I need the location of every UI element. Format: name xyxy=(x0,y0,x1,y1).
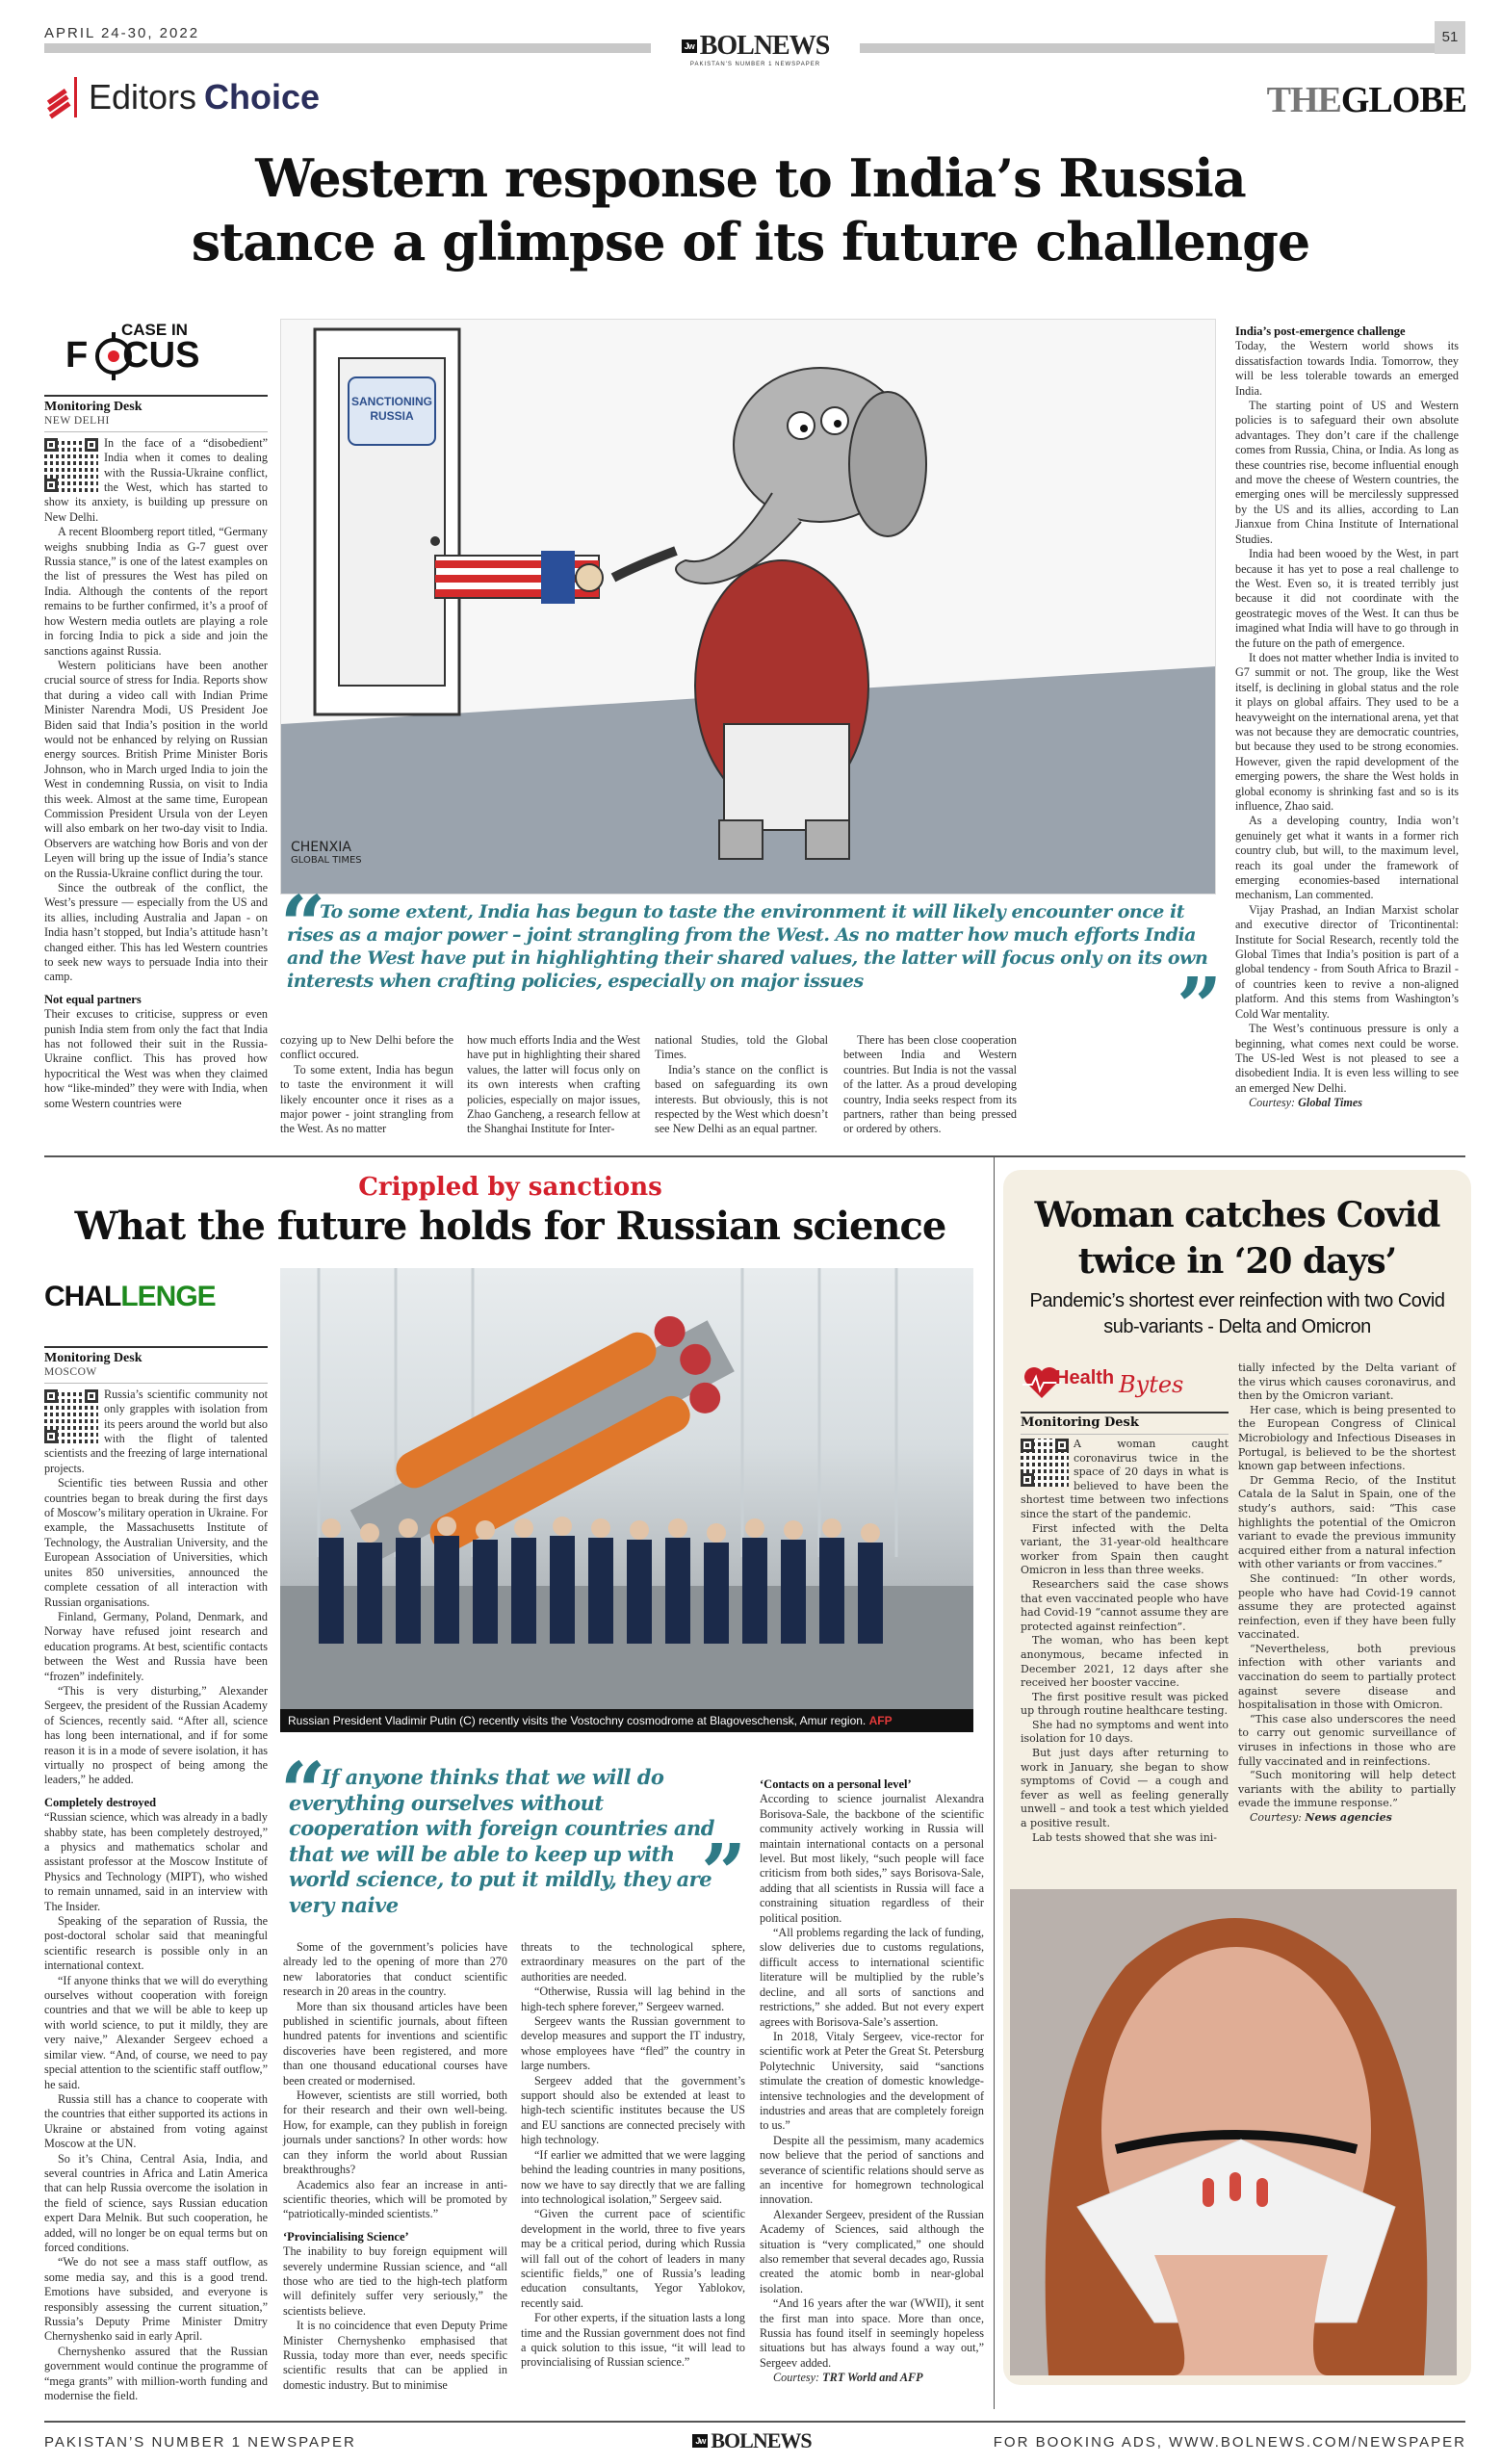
open-quote-icon: “ xyxy=(280,1746,326,1838)
courtesy-line: Courtesy: Global Times xyxy=(1249,1096,1363,1110)
paragraph: Russia still has a chance to cooperate with the countries that either supported its actions in Ukraine or abstained from voting against Moscow at the UN. xyxy=(44,2091,268,2151)
paragraph: how much efforts India and the West have put in highlighting their shared values, the latter will focus only on its own interests when crafting policies, especially on major issues, Zhao Gancheng, a research fellow at the Shanghai Institute for Inter- xyxy=(467,1033,640,1136)
paragraph: “Nevertheless, both previous infection with other variants and vaccination do seem to partially protect against severe disease and hospitalisation in those with Omicron. xyxy=(1238,1642,1456,1712)
article2-column-3 xyxy=(521,1940,745,2371)
the-globe-the: THE xyxy=(1266,80,1341,120)
article2-column-2 xyxy=(283,1940,507,2393)
article1-headline-line1: Western response to India’s Russia xyxy=(255,147,1246,209)
logo-mark: Jw xyxy=(692,2434,708,2448)
article1-pullquote: To some extent, India has begun to taste the environment it will likely encounter once it rises as a major power – joint strangling from the West. As no matter how much efforts India and the West have put in highlighting their shared values, the latter will focus only on its own interests when crafting policies, especially on major issues xyxy=(287,901,1208,992)
paragraph: Chernyshenko assured that the Russian government would continue the programme of “mega grants” with million-worth funding and modernise the field. xyxy=(44,2344,268,2403)
header-rule-right xyxy=(860,43,1465,53)
subhead: ‘Contacts on a personal level’ xyxy=(760,1777,912,1791)
article2-column-1 xyxy=(44,1346,268,2403)
page-number: 51 xyxy=(1435,21,1465,54)
article3-headline xyxy=(1003,1192,1471,1284)
paragraph: Despite all the pessimism, many academics now believe that the period of sanctions and severance of scientific relations should serve as an incentive for homegrown technological innovation. xyxy=(760,2133,984,2207)
paragraph: India’s stance on the conflict is based on safeguarding its own interests. But obviously, this is not respected by the West which doesn’t see New Delhi as an equal partner. xyxy=(655,1062,828,1136)
paragraph: In the face of a “disobedient” India when it comes to dealing with the Russia-Ukraine conflict, the West, which has started to show its anxiety, is building up pressure on New Delhi. xyxy=(44,435,268,524)
paragraph: Her case, which is being presented to the European Congress of Clinical Microbiology and Infectious Diseases in Portugal, is believed to be the shortest known gap between infections. xyxy=(1238,1403,1456,1473)
dateline: NEW DELHI xyxy=(44,414,268,431)
open-quote-icon: “ xyxy=(280,879,326,972)
section-label-choice: Choice xyxy=(204,77,321,117)
paragraph: The inability to buy foreign equipment will severely undermine Russian science, and “all those who are tied to the high-tech platform will definitely suffer very seriously,” the scientists believe. xyxy=(283,2244,507,2318)
paragraph: So it’s China, Central Asia, India, and several countries in Africa and Latin America that can help Russia overcome the isolation in the field of science, says Russian education expert Dara Melnik. But such cooperation, he added, will no longer be on equal terms but on forced conditions. xyxy=(44,2151,268,2254)
subhead: India’s post-emergence challenge xyxy=(1235,324,1406,338)
paragraph: “Russian science, which was already in a badly shabby state, has been completely destroyed,” a physics and mathematics scholar and assistant professor at the Moscow Institute of Physics and Technology (MIPT), who wished to remain unnamed, said in an interview with The Insider. xyxy=(44,1810,268,1913)
paragraph: She had no symptoms and went into isolation for 10 days. xyxy=(1021,1718,1229,1746)
header-rule-left xyxy=(44,43,651,53)
paragraph: threats to the technological sphere, extraordinary measures on the part of the authorities are needed. xyxy=(521,1940,745,1984)
paragraph: Dr Gemma Recio, of the Institut Catala de la Salut in Spain, one of the study’s authors, said: “This case highlights the potential of the Omicron variant to evade the previous immunity acquired either from a natural infection with other variants or from vaccines.” xyxy=(1238,1473,1456,1571)
paragraph: Lab tests showed that she was ini- xyxy=(1032,1830,1218,1844)
paragraph: But just days after returning to work in January, she began to show symptoms of Covid — a cough and fever as well as feeling generally unwell – and took a test which yielded a positive result. xyxy=(1021,1747,1229,1830)
paragraph: “All problems regarding the lack of funding, slow deliveries due to customs regulations, difficult access to international scientific literature will be multiplied by the ruble’s decline, and all sorts of sanctions and restrictions,” she added. But not every expert agrees with Borisova-Sale’s assertion. xyxy=(760,1926,984,2029)
paragraph: The first positive result was picked up through routine healthcare testing. xyxy=(1021,1690,1229,1718)
paragraph: To some extent, India has begun to taste the environment it will likely encounter once it rises as a major power - joint strangling from the West. As no matter xyxy=(280,1062,453,1136)
paragraph: Speaking of the separation of Russia, the post-doctoral scholar said that meaningful scientific research is possible only in an international context. xyxy=(44,1914,268,1973)
cartoonist-signature: CHENXIA GLOBAL TIMES xyxy=(291,840,362,866)
article3-column-1 xyxy=(1021,1412,1229,1845)
article1-column-1 xyxy=(44,395,268,1111)
paragraph: Finland, Germany, Poland, Denmark, and Norway have refused joint research and education programs. At best, scientific contacts between the West and Russia have been “frozen” indefinitely. xyxy=(44,1609,268,1683)
paragraph: India had been wooed by the West, in part because it has yet to pose a real challenge to the West. Even so, it is treated terribly just because it did not coordinate with the geostrategic moves of the West. It can thus be imagined what India will have to go through in the future on the path of emergence. xyxy=(1235,547,1459,650)
paragraph: “If anyone thinks that we will do everything ourselves without cooperation with foreign countries and that we will be able to keep up with world science, to put it mildly, they are very naive,” Alexander Sergeev echoed a similar view. “And, of course, we need to pay special attention to the scientific staff outflow,” he said. xyxy=(44,1973,268,2091)
cosmodrome-photo xyxy=(280,1268,973,1709)
courtesy-line: Courtesy: News agencies xyxy=(1250,1811,1392,1824)
paragraph: “And 16 years after the war (WWII), it sent the first man into space. More than once, Russia has found itself in seemingly hopeless situations but has always found a way out,” Sergeev added. xyxy=(760,2296,984,2370)
article1-headline xyxy=(0,146,1501,273)
challenge-logo: CHALLENGE xyxy=(44,1281,216,1312)
logo-text: BOLNEWS xyxy=(711,2428,812,2452)
issue-date: APRIL 24-30, 2022 xyxy=(44,25,200,41)
paragraph: Scientific ties between Russia and other countries began to break during the first days of Moscow’s military operation in Ukraine. For example, the Massachusetts Institute of Technology, the Australian University, and the European Association of Universities, which unites 850 universities, announced the complete cessation of all interaction with Russian organisations. xyxy=(44,1476,268,1609)
section-label-editors: Editors xyxy=(89,77,197,117)
photo-credit: AFP xyxy=(868,1714,893,1727)
article2-pullquote: If anyone thinks that we will do everything ourselves without cooperation with foreign countries and that we will be able to keep up with world science, to put it mildly, they are very naive xyxy=(289,1765,714,1917)
the-globe-globe: GLOBE xyxy=(1340,80,1466,120)
article2-column-4 xyxy=(760,1777,984,2386)
woman-sneezing-photo xyxy=(1010,1889,1457,2375)
article1-column-5 xyxy=(843,1033,1017,1137)
paragraph: Western politicians have been another crucial source of stress for India. Reports show that during a video call with Indian Prime Minister Narendra Modi, US President Joe Biden said that India’s position in the world would not be enhanced by relying on Russian energy sources. British Prime Minister Boris Johnson, who in March urged India to join the West in condemning Russia, on visit to India this week. Almost at the same time, European Commission President Ursula von der Leyen will also embark on her two-day visit to India. Observers are watching how Boris and von der Leyen will bring up the issue of India’s stance on the Russia-Ukraine conflict during the tour. xyxy=(44,658,268,880)
byline: Monitoring Desk xyxy=(44,1351,142,1365)
paragraph: “This is very disturbing,” Alexander Sergeev, the president of the Russian Academy of Sciences, recently said. “After all, science has long been international, and if for some reason it is in a mode of severe isolation, it has virtually no prospect of being among the leaders,” he added. xyxy=(44,1683,268,1787)
paragraph: A woman caught coronavirus twice in the space of 20 days in what is believed to have been the shortest time between two infections since the start of the pandemic. xyxy=(1021,1438,1229,1520)
editors-choice-icon xyxy=(44,75,81,119)
paragraph: Their excuses to criticise, suppress or even punish India stem from only the fact that India has not followed their suit in the Russia-Ukraine conflict. This has proved how hypocritical the West was when they claimed how “like-minded” they were with India, when some Western countries were xyxy=(44,1007,268,1110)
dateline: MOSCOW xyxy=(44,1365,268,1383)
article2-kicker: Crippled by sanctions xyxy=(358,1173,662,1202)
paragraph: It does not matter whether India is invited to G7 summit or not. The group, like the West itself, is declining in global status and the role it plays on global affairs. They used to be a heavyweight on the international arena, yet that was not because they are democratic countries, but because they used to be strong economies. However, given the rapid development of the emerging powers, the share the West holds in global economy is shrinking fast and so is its influence, Zhao said. xyxy=(1235,650,1459,813)
paragraph: The woman, who has been kept anonymous, became infected in December 2021, 12 days after she received her booster vaccine. xyxy=(1021,1634,1229,1690)
article3-headline-line1: Woman catches Covid xyxy=(1034,1195,1440,1235)
health-bytes-logo: Health Bytes xyxy=(1022,1358,1196,1408)
paragraph: “If earlier we admitted that we were lagging behind the leading countries in many positions, now we have to say directly that we are falling into technological isolation,” Sergeev said. xyxy=(521,2147,745,2206)
byline: Monitoring Desk xyxy=(44,400,142,414)
paragraph: Since the outbreak of the conflict, the West’s pressure — especially from the US and its allies, including Australia and Japan - on India hasn’t stopped, but India’s attitude hasn’t changed either. This has led Western countries to seek new ways to persuade India into their camp. xyxy=(44,881,268,984)
paragraph: In 2018, Vitaly Sergeev, vice-rector for scientific work at Peter the Great St. Petersburg Polytechnic University, said “sanctions stimulate the creation of domestic knowledge-intensive technologies and the development of industries and areas that are completely foreign to us.” xyxy=(760,2029,984,2133)
striped-sleeve-arm xyxy=(435,551,603,604)
logo-text: BOLNEWS xyxy=(699,31,830,61)
door-sign: SANCTIONING RUSSIA xyxy=(351,395,432,423)
paragraph: Alexander Sergeev, president of the Russian Academy of Sciences, said although the situation is “very complicated,” one should also remember that several decades ago, Russia created the atomic bomb in near-global isolation. xyxy=(760,2207,984,2295)
byline: Monitoring Desk xyxy=(1021,1415,1139,1430)
paragraph: “Such monitoring will help detect variants with the ability to partially evade the immune response.” xyxy=(1238,1769,1456,1810)
paragraph: According to science journalist Alexandra Borisova-Sale, the backbone of the scientific community actively working in Russia will maintain international contacts on a personal level. But most likely, “such people will face criticism from both sides,” says Borisova-Sale, adding that all scientists in Russia will face a constraining situation regardless of their political position. xyxy=(760,1792,984,1925)
photo-caption: Russian President Vladimir Putin (C) recently visits the Vostochny cosmodrome at Blagoveschensk, Amur region. AFP xyxy=(280,1709,973,1732)
footer-rule xyxy=(44,2421,1465,2423)
paragraph: The West’s continuous pressure is only a beginning, what comes next could be worse. The US-led West is not pleased to see a disobedient India. It is even less willing to see an emerged New Delhi. xyxy=(1235,1022,1459,1095)
article1-column-4 xyxy=(655,1033,828,1137)
masthead-logo[interactable] xyxy=(676,31,835,67)
focus-word: F CUS xyxy=(65,335,200,376)
editorial-cartoon xyxy=(280,319,1216,895)
article1-column-3 xyxy=(467,1033,640,1137)
article1-column-2 xyxy=(280,1033,453,1137)
qr-code[interactable] xyxy=(1021,1439,1069,1487)
paragraph: Russia’s scientific community not only grapples with isolation from its peers around the world but also with the flight of talented scientists and the freezing of large international projects. xyxy=(44,1387,268,1475)
rocket-group-photo xyxy=(280,1268,973,1709)
footer-logo[interactable] xyxy=(689,2428,815,2453)
logo-tagline: PAKISTAN'S NUMBER 1 NEWSPAPER xyxy=(689,62,821,67)
logo-mark: Jw xyxy=(682,39,697,53)
article3-column-2 xyxy=(1238,1362,1456,1826)
section-editors-choice xyxy=(44,75,320,119)
paragraph: Academics also fear an increase in anti-scientific theories, which will be promoted by “patriotically-minded scientists.” xyxy=(283,2177,507,2221)
paragraph: cozying up to New Delhi before the conflict occured. xyxy=(280,1033,453,1062)
footer-tagline: PAKISTAN’S NUMBER 1 NEWSPAPER xyxy=(44,2434,356,2451)
footer-booking-link[interactable]: FOR BOOKING ADS, WWW.BOLNEWS.COM/NEWSPAPER xyxy=(993,2434,1466,2451)
close-quote-icon: ” xyxy=(701,1828,747,1920)
qr-code[interactable] xyxy=(44,438,98,492)
subhead: Not equal partners xyxy=(44,992,142,1006)
paragraph: national Studies, told the Global Times. xyxy=(655,1033,828,1062)
close-quote-icon: ” xyxy=(1177,961,1223,1053)
subhead: Completely destroyed xyxy=(44,1795,157,1809)
woman-with-tissue-photo xyxy=(1010,1889,1457,2375)
paragraph: Sergeev wants the Russian government to develop measures and support the IT industry, whose employees have “fled” the country in large numbers. xyxy=(521,2014,745,2073)
paragraph: It is no coincidence that even Deputy Prime Minister Chernyshenko emphasised that Russia, today more than ever, needs specific scientific results that can be applied in domestic industry. But to minimise xyxy=(283,2319,507,2392)
crosshair-icon xyxy=(91,328,137,384)
paragraph: Vijay Prashad, an Indian Marxist scholar and executive director of Tricontinental: Institute for Social Research, recently told the Global Times that India’s position is part of a global tendency - from South Africa to Brazil - of countries keen to revive a non-aligned platform. And this stems from Washington’s Cold War mentality. xyxy=(1235,902,1459,1021)
subhead: ‘Provincialising Science’ xyxy=(283,2229,409,2244)
article3-subheadline: Pandemic’s shortest ever reinfection with two Covid sub-variants - Delta and Omicron xyxy=(1029,1290,1445,1337)
paragraph: Some of the government’s policies have already led to the opening of more than 270 new laboratories that conduct scientific research in 20 areas in the country. xyxy=(283,1940,507,1999)
column-divider xyxy=(994,1157,995,2409)
section-the-globe xyxy=(1267,79,1466,121)
paragraph: The starting point of US and Western policies is to safeguard their own absolute advantages. They don’t care if the challenge comes from Russia, China, or India. As long as these countries rise, become influential enough and move the cheese of Western countries, the emerging ones will be mercilessly suppressed by the US and its allies, according to Lan Jianxue from China Institute of International Studies. xyxy=(1235,399,1459,546)
qr-code[interactable] xyxy=(44,1389,98,1443)
paragraph: Researchers said the case shows that even vaccinated people who have had Covid-19 “cannot assume they are protected against reinfection”. xyxy=(1021,1577,1229,1633)
article2-headline: What the future holds for Russian science xyxy=(74,1204,946,1249)
paragraph: “Otherwise, Russia will lag behind in the high-tech sphere forever,” Sergeev warned. xyxy=(521,1984,745,2013)
paragraph: “We do not see a mass staff outflow, as some media say, and this is a good trend. Emotions have subsided, and everyone is responsibly assessing the current situation,” Russia’s Deputy Prime Minister Dmitry Chernyshenko said in early April. xyxy=(44,2255,268,2344)
case-in-label: CASE IN xyxy=(121,321,188,339)
courtesy-line: Courtesy: TRT World and AFP xyxy=(773,2371,923,2385)
paragraph: First infected with the Delta variant, the 31-year-old healthcare worker from Spain then caught Omicron in less than three weeks. xyxy=(1021,1521,1229,1577)
paragraph: “This case also underscores the need to carry out genomic surveillance of viruses in infections in those who are fully vaccinated and in reinfections. xyxy=(1238,1712,1456,1768)
article3-headline-line2: twice in ‘20 days’ xyxy=(1077,1241,1397,1282)
paragraph: However, scientists are still worried, both for their research and their own well-being. How, for example, can they publish in foreign journals under sanctions? In other words: how can they inform the world about Russian breakthroughs? xyxy=(283,2088,507,2177)
paragraph: There has been close cooperation between India and Western countries. But India is not the vassal of the latter. As a proud developing country, India seeks respect from its partners, rather than being pressed or ordered by others. xyxy=(843,1033,1017,1136)
case-in-focus-logo xyxy=(65,321,248,388)
paragraph: Sergeev added that the government’s support should also be extended at least to high-tech scientific institutes because the US and EU sanctions are connected precisely with high technology. xyxy=(521,2073,745,2147)
paragraph: tially infected by the Delta variant of the virus which causes coronavirus, and then by the Omicron variant. xyxy=(1238,1362,1456,1403)
paragraph: A recent Bloomberg report titled, “Germany weighs snubbing India as G-7 guest over Russia stance,” is one of the latest examples on the list of pressures the West has piled on India. Although the contents of the report remains to be further confirmed, it’s a proof of how Western media outlets are playing a role in forcing India to pick a side and join the sanctions against Russia. xyxy=(44,525,268,658)
paragraph: Today, the Western world shows its dissatisfaction towards India. Tomorrow, they will be less tolerable towards an emerged India. xyxy=(1235,339,1459,398)
article1-column-6 xyxy=(1235,324,1459,1111)
paragraph: More than six thousand articles have been published in scientific journals, about fifteen hundred patents for inventions and scientific discoveries have been registered, and more than one thousand educational courses have been created or modernised. xyxy=(283,1999,507,2088)
article1-headline-line2: stance a glimpse of its future challenge xyxy=(191,211,1310,272)
section-divider xyxy=(44,1155,1465,1157)
paragraph: For other experts, if the situation lasts a long time and the Russian government does not find a quick solution to this issue, “it will lead to provincialising of Russian science.” xyxy=(521,2311,745,2370)
paragraph: As a developing country, India won’t genuinely get what it wants in a former rich country club, but will, to the maximum level, reach its goal under the framework of emerging economies-based international mechanism, Lan commented. xyxy=(1235,814,1459,902)
paragraph: She continued: “In other words, people who have had Covid-19 cannot assume they are protected against reinfection, even if they have been fully vaccinated. xyxy=(1238,1571,1456,1642)
paragraph: “Given the current pace of scientific development in the world, three to five years may be a critical period, during which Russia will fall out of the cohort of leaders in many scientific fields,” one of Russia’s leading education consultants, Yegor Yablokov, recently said. xyxy=(521,2207,745,2310)
